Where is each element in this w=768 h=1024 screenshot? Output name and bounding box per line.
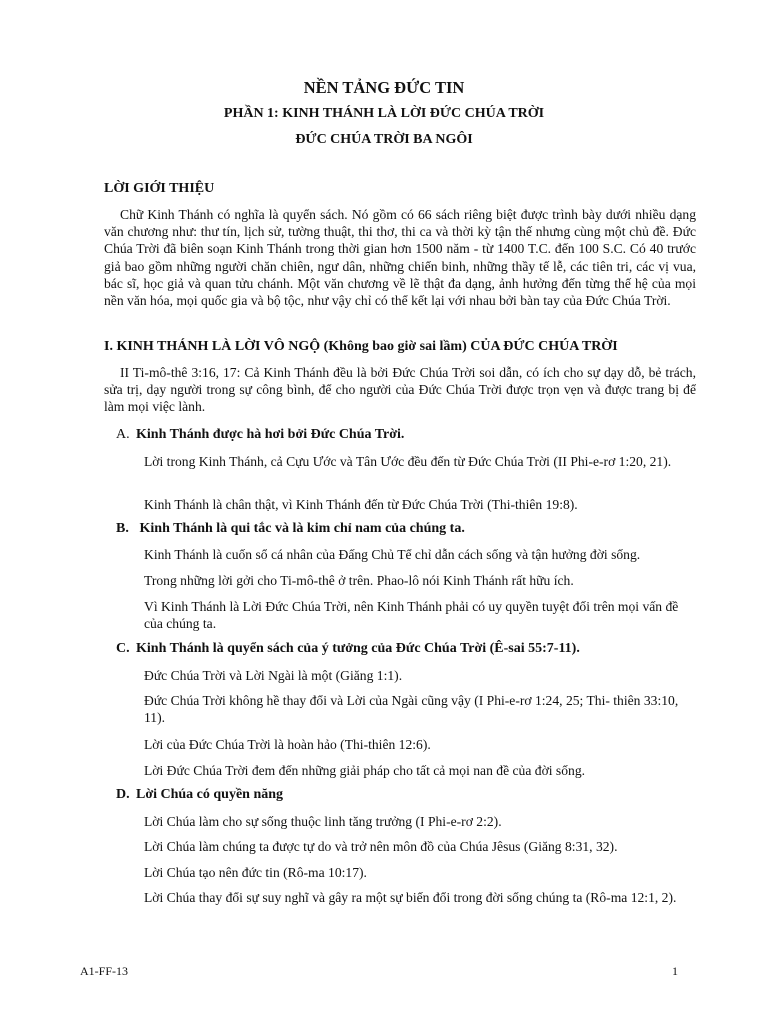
subsection-letter: A.	[116, 427, 130, 442]
document-subtitle: ĐỨC CHÚA TRỜI BA NGÔI	[295, 132, 473, 147]
subsection-d-heading	[116, 787, 283, 803]
document-title: NỀN TẢNG ĐỨC TIN	[303, 78, 465, 97]
list-item: Vì Kinh Thánh là Lời Đức Chúa Trời, nên Kinh Thánh phải có uy quyền tuyệt đối trên mọi vấn đề của chúng ta.	[144, 599, 679, 632]
list-item: Lời trong Kinh Thánh, cả Cựu Ước và Tân Ước đều đến từ Đức Chúa Trời (II Phi-e-rơ 1:20, 21).	[144, 454, 672, 469]
subsection-title: Kinh Thánh là quyển sách của ý tưởng của Đức Chúa Trời (Ê-sai 55:7-11).	[136, 641, 580, 656]
document-code: A1-FF-13	[80, 964, 129, 978]
list-item: Lời Chúa thay đổi sự suy nghĩ và gây ra một sự biến đổi trong đời sống chúng ta (Rô-ma 12:1, 2).	[144, 890, 677, 905]
page-number: 1	[672, 964, 678, 978]
list-item: Lời Chúa tạo nên đức tin (Rô-ma 10:17).	[144, 865, 367, 880]
section-1-paragraph: II Ti-mô-thê 3:16, 17: Cả Kinh Thánh đều là bởi Đức Chúa Trời soi dẫn, có ích cho sự dạy dỗ, bẻ trách, sửa trị, dạy người trong sự công bình, để cho người của Đức Chúa Trời được trọn vẹn và được trang bị để làm mọi việc lành.	[104, 365, 696, 415]
list-item: Lời của Đức Chúa Trời là hoàn hảo (Thi-thiên 12:6).	[144, 737, 431, 752]
subsection-title: Kinh Thánh là qui tắc và là kim chỉ nam của chúng ta.	[136, 521, 465, 536]
subsection-letter: B.	[116, 521, 129, 536]
subsection-a-heading	[116, 427, 404, 443]
list-item: Kinh Thánh là chân thật, vì Kinh Thánh đến từ Đức Chúa Trời (Thi-thiên 19:8).	[144, 497, 578, 512]
subsection-b-heading	[116, 521, 465, 537]
subsection-title: Kinh Thánh được hà hơi bởi Đức Chúa Trời.	[136, 427, 405, 442]
list-item: Lời Chúa làm chúng ta được tự do và trở nên môn đồ của Chúa Jêsus (Giăng 8:31, 32).	[144, 839, 618, 854]
list-item: Lời Chúa làm cho sự sống thuộc linh tăng trưởng (I Phi-e-rơ 2:2).	[144, 814, 502, 829]
list-item: Lời Đức Chúa Trời đem đến những giải pháp cho tất cả mọi nan đề của đời sống.	[144, 763, 586, 778]
list-item: Đức Chúa Trời không hề thay đổi và Lời của Ngài cũng vậy (I Phi-e-rơ 1:24, 25; Thi- thiên 33:10, 11).	[144, 693, 679, 726]
subsection-title: Lời Chúa có quyền năng	[136, 787, 284, 802]
intro-heading: LỜI GIỚI THIỆU	[104, 181, 215, 196]
section-1-heading: I. KINH THÁNH LÀ LỜI VÔ NGỘ (Không bao giờ sai lầm) CỦA ĐỨC CHÚA TRỜI	[104, 339, 618, 354]
list-item: Trong những lời gởi cho Ti-mô-thê ở trên. Phao-lô nói Kinh Thánh rất hữu ích.	[144, 573, 574, 588]
subsection-letter: C.	[116, 641, 130, 656]
part-title: PHẦN 1: KINH THÁNH LÀ LỜI ĐỨC CHÚA TRỜI	[223, 106, 545, 121]
list-item: Đức Chúa Trời và Lời Ngài là một (Giăng 1:1).	[144, 668, 403, 683]
list-item: Kinh Thánh là cuốn sổ cá nhân của Đấng Chủ Tể chỉ dẫn cách sống và tận hưởng đời sống.	[144, 547, 641, 562]
subsection-letter: D.	[116, 787, 130, 802]
subsection-c-heading	[116, 641, 580, 657]
intro-paragraph: Chữ Kinh Thánh có nghĩa là quyển sách. Nó gồm có 66 sách riêng biệt được trình bày dưới nhiều dạng văn chương như: thư tín, lịch sử, tường thuật, thi thơ, thi ca và thời kỳ tận thế nhưng cùng một chủ đề. Đức Chúa Trời đã biên soạn Kinh Thánh trong thời gian hơn 1500 năm - từ 1400 T.C. đến 100 S.C. Có 40 trước giả bao gồm những người chăn chiên, ngư dân, những chiến binh, những thầy tế lễ, các tiên tri, các vị vua, bác sĩ, học giả và quan tửu chánh. Một văn chương về lẽ thật đa dạng, ảnh hưởng đến từng thế hệ của mọi nền văn hóa, mọi quốc gia và bộ tộc, như vậy chỉ có thể kết lại với nhau bởi bàn tay của Đức Chúa Trời.	[104, 207, 696, 309]
